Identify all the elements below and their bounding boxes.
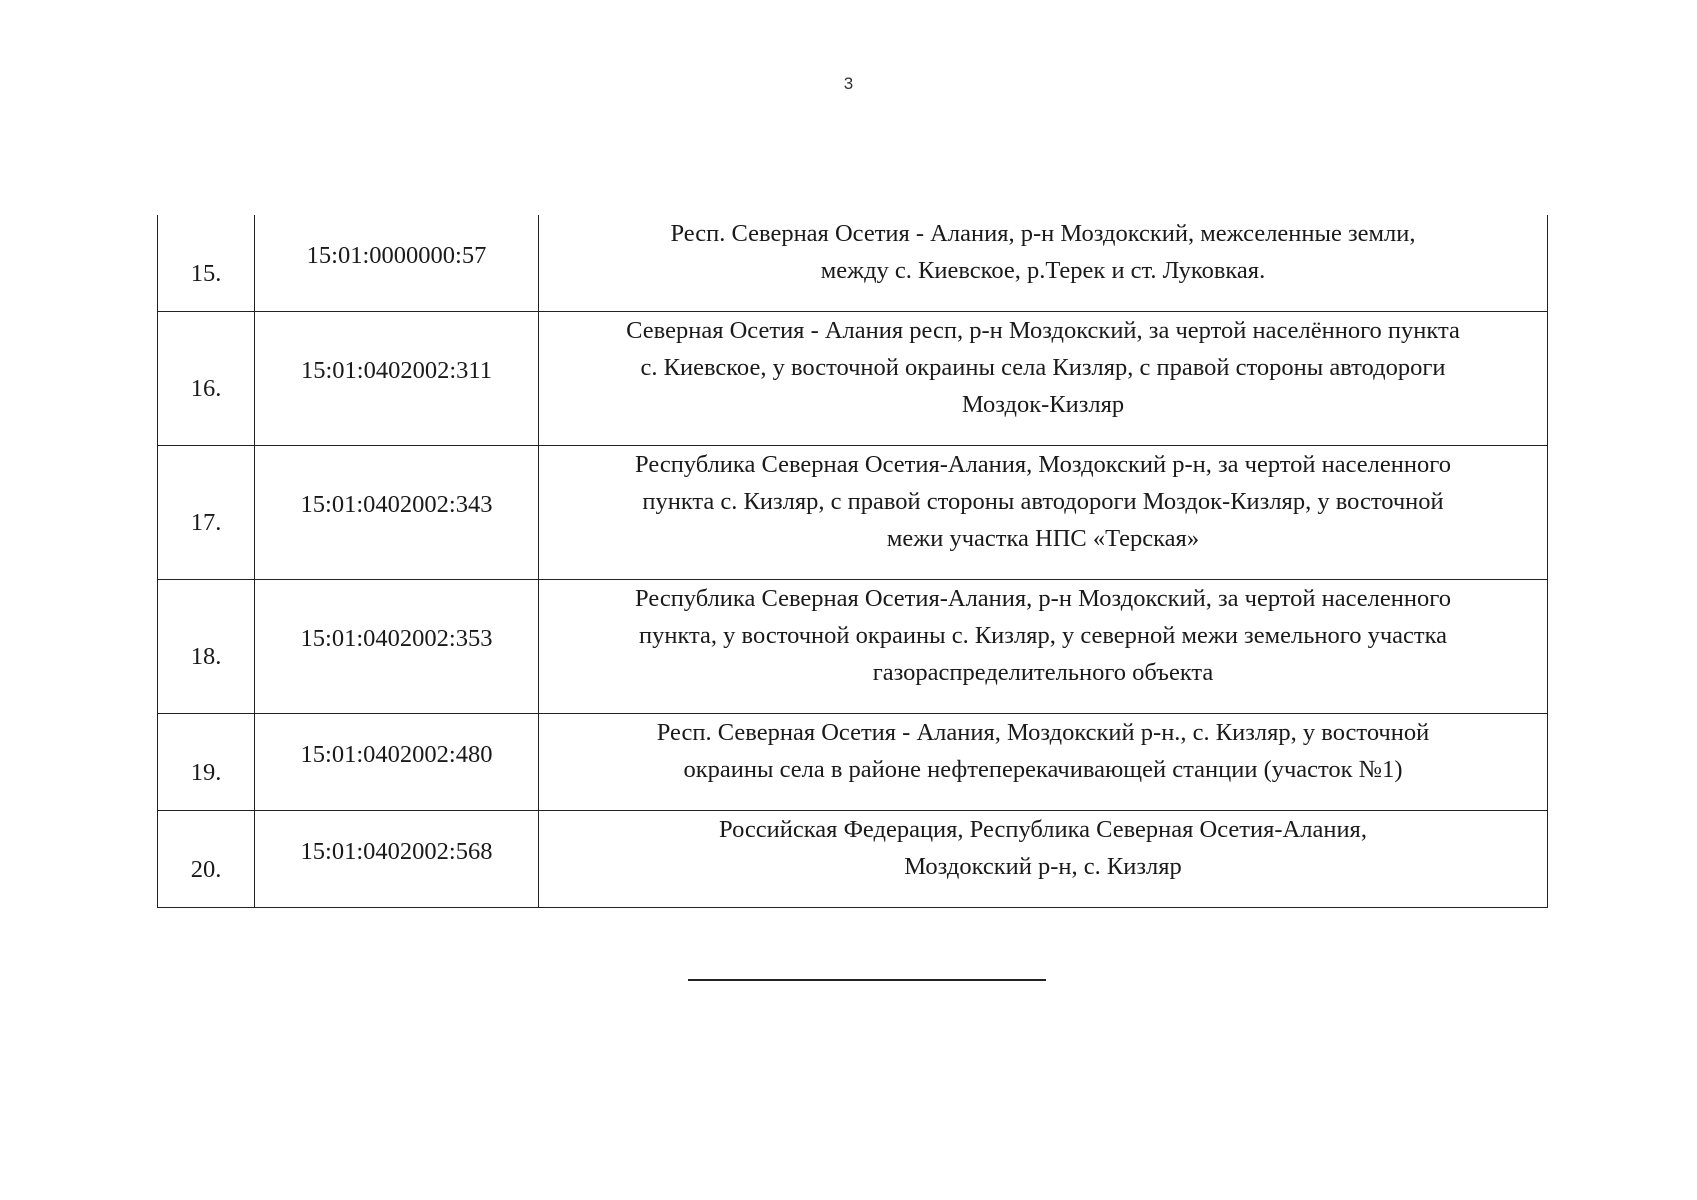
- land-plots-table: [157, 215, 1548, 908]
- address-cell: [539, 580, 1548, 714]
- address-line: Моздок-Кизляр: [961, 391, 1125, 418]
- address-line: межи участка НПС «Терская»: [886, 525, 1200, 552]
- row-number: 15.: [190, 259, 222, 287]
- table-row: [158, 580, 1548, 714]
- row-number-cell: [158, 811, 255, 908]
- address-line: окраины села в районе нефтеперекачивающей станции (участок №1): [683, 756, 1403, 783]
- address-line: с. Киевское, у восточной окраины села Кизляр, с правой стороны автодороги: [640, 354, 1446, 381]
- address-line: Республика Северная Осетия-Алания, Моздокский р-н, за чертой населенного: [635, 451, 1451, 478]
- closing-divider-line: [688, 979, 1046, 981]
- address-cell: [539, 811, 1548, 908]
- row-number-cell: [158, 215, 255, 312]
- table-row: [158, 714, 1548, 811]
- address-line: пункта с. Кизляр, с правой стороны автодороги Моздок-Кизляр, у восточной: [642, 488, 1444, 515]
- address-cell: [539, 312, 1548, 446]
- cadastral-number: 15:01:0402002:568: [300, 837, 493, 865]
- cadastral-number-cell: [255, 580, 539, 714]
- row-number-cell: [158, 446, 255, 580]
- row-number: 20.: [190, 855, 222, 883]
- cadastral-number-cell: [255, 312, 539, 446]
- table-row: [158, 215, 1548, 312]
- address-line: газораспределительного объекта: [872, 659, 1214, 686]
- cadastral-number: 15:01:0402002:353: [300, 625, 493, 652]
- cadastral-number-cell: [255, 811, 539, 908]
- row-number: 17.: [190, 509, 222, 536]
- address-line: Респ. Северная Осетия - Алания, Моздокский р-н., с. Кизляр, у восточной: [656, 719, 1430, 746]
- row-number-cell: [158, 580, 255, 714]
- address-line: Северная Осетия - Алания респ, р-н Моздокский, за чертой населённого пункта: [626, 317, 1460, 344]
- cadastral-number-cell: [255, 714, 539, 811]
- row-number: 18.: [190, 643, 222, 670]
- table-row: [158, 446, 1548, 580]
- row-number: 16.: [190, 375, 222, 402]
- address-cell: [539, 714, 1548, 811]
- address-line: Моздокский р-н, с. Кизляр: [904, 853, 1182, 880]
- table-row: [158, 312, 1548, 446]
- row-number: 19.: [190, 758, 222, 786]
- address-line: пункта, у восточной окраины с. Кизляр, у северной межи земельного участка: [639, 622, 1447, 649]
- address-line: между с. Киевское, р.Терек и ст. Луковкая.: [820, 257, 1266, 284]
- address-line: Республика Северная Осетия-Алания, р-н Моздокский, за чертой населенного: [635, 585, 1451, 612]
- address-line: Респ. Северная Осетия - Алания, р-н Моздокский, межселенные земли,: [670, 220, 1416, 247]
- address-cell: [539, 446, 1548, 580]
- cadastral-number: 15:01:0402002:480: [300, 740, 493, 768]
- row-number-cell: [158, 714, 255, 811]
- cadastral-number: 15:01:0402002:343: [300, 491, 493, 518]
- cadastral-number-cell: [255, 215, 539, 312]
- cadastral-number-cell: [255, 446, 539, 580]
- address-cell: [539, 215, 1548, 312]
- page-number: 3: [843, 74, 854, 93]
- table-row: [158, 811, 1548, 908]
- cadastral-number: 15:01:0402002:311: [300, 357, 492, 384]
- row-number-cell: [158, 312, 255, 446]
- cadastral-number: 15:01:0000000:57: [306, 241, 487, 269]
- address-line: Российская Федерация, Республика Северная Осетия-Алания,: [719, 816, 1367, 843]
